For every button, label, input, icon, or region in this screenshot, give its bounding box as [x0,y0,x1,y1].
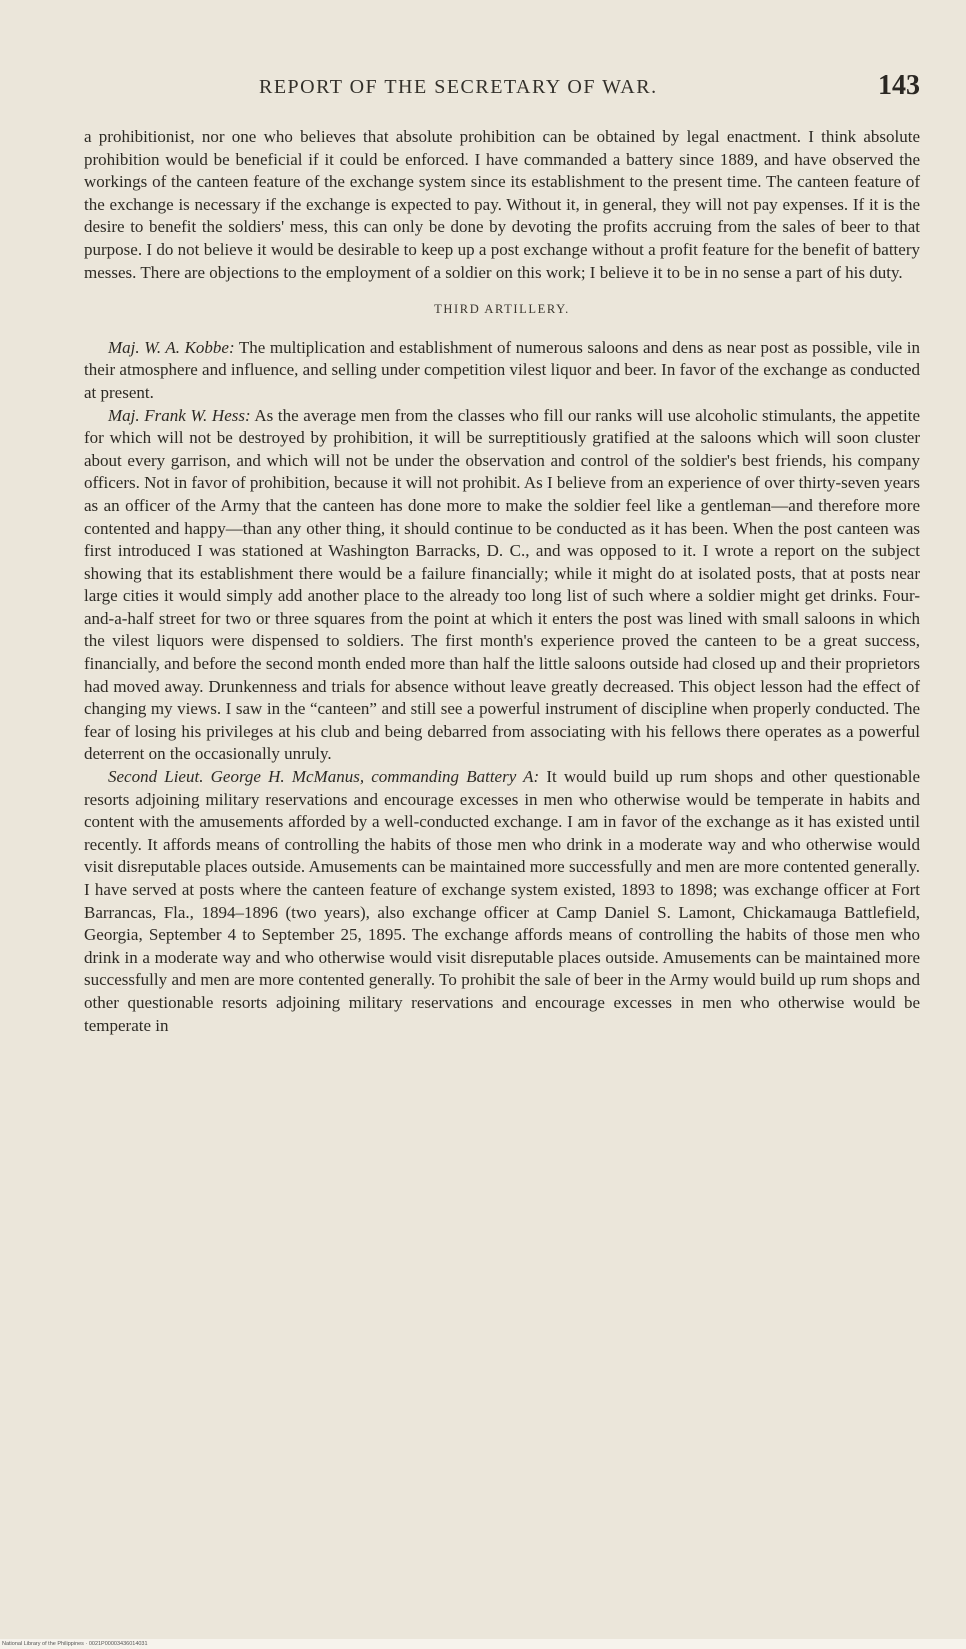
scan-credit: National Library of the Philippines · 0021P00003436014031 [2,1641,148,1647]
paragraph-hess [84,405,920,767]
paragraph-text: It would build up rum shops and other questionable resorts adjoining military reservations and encourage excesses in men who otherwise would be temperate in habits and content with the amusements afforded by a well-conducted exchange. I am in favor of the exchange as it has existed until recently. It affords means of controlling the habits of those men who drink in a moderate way and who otherwise would visit disreputable places outside. Amusements can be maintained more successfully and men are more contented generally. I have served at posts where the canteen feature of exchange system existed, 1893 to 1898; was exchange officer at Fort Barrancas, Fla., 1894–1896 (two years), also exchange officer at Camp Daniel S. Lamont, Chickamauga Battlefield, Georgia, September 4 to September 25, 1895. The exchange affords means of controlling the habits of those men who drink in a moderate way and who otherwise would visit disreputable places outside. Amusements can be maintained more successfully and men are more contented generally. To prohibit the sale of beer in the Army would build up rum shops and other questionable resorts adjoining military reservations and encourage excesses in men who otherwise would be temperate in [84,767,921,1035]
page-number: 143 [878,70,920,101]
speaker-name: Second Lieut. George H. McManus, commanding Battery A: [108,767,540,787]
running-head: REPORT OF THE SECRETARY OF WAR. [259,76,658,98]
paragraph-text: As the average men from the classes who fill our ranks will use alcoholic stimulants, the appetite for which will not be destroyed by prohibition, it will be surreptitiously gratified at the saloons which will soon cluster about every garrison, and which will not be under the observation and control of the soldier's best friends, his company officers. Not in favor of prohibition, because it will not prohibit. As I believe from an experience of over thirty-seven years as an officer of the Army that the canteen has done more to make the soldier feel like a gentleman—and therefore more contented and happy—than any other thing, it should continue to be conducted as it has been. When the post canteen was first introduced I was stationed at Washington Barracks, D. C., and was opposed to it. I wrote a report on the subject showing that its establishment there would be a failure financially; while it might do at isolated posts, that at posts near large cities it would simply add another place to the already too long list of such where a soldier might get drinks. Four-and-a-half street for two or three squares from the point at which it enters the post was lined with small saloons in which the vilest liquors were dispensed to soldiers. The first month's experience proved the canteen to be a great success, financially, and before the second month ended more than half the little saloons outside had closed up and their proprietors had moved away. Drunkenness and trials for absence without leave greatly decreased. This object lesson had the effect of changing my views. I saw in the “canteen” and still see a powerful instrument of discipline when properly conducted. The fear of losing his privileges at his club and being debarred from associating with his fellows there operates as a powerful deterrent on the occasionally unruly. [84,405,921,764]
section-heading: THIRD ARTILLERY. [434,302,570,317]
paragraph-mcmanus [84,766,920,1037]
paragraph-continuation: a prohibitionist, nor one who believes that absolute prohibition can be obtained by legal enactment. I think absolute prohibition would be beneficial if it could be enforced. I have commanded a battery since 1889, and have observed the workings of the canteen feature of the exchange system since its establishment to the present time. The canteen feature of the exchange is necessary if the exchange is expected to pay. Without it, in general, they will not pay expenses. If it is the desire to benefit the soldiers' mess, this can only be done by devoting the profits accruing from the sales of beer to that purpose. I do not believe it would be desirable to keep up a post exchange without a profit feature for the benefit of battery messes. There are objections to the employment of a soldier on this work; I believe it to be in no sense a part of his duty. [84,127,920,282]
page-header [84,70,920,110]
speaker-name: Maj. Frank W. Hess: [108,405,251,425]
speaker-name: Maj. W. A. Kobbe: [108,337,235,357]
paragraph-text: The multiplication and establishment of numerous saloons and dens as near post as possible, vile in their atmosphere and influence, and selling under competition vilest liquor and beer. In favor of the exchange as conducted at present. [84,337,920,402]
body-text [84,126,920,1037]
paragraph-kobbe [84,337,920,405]
